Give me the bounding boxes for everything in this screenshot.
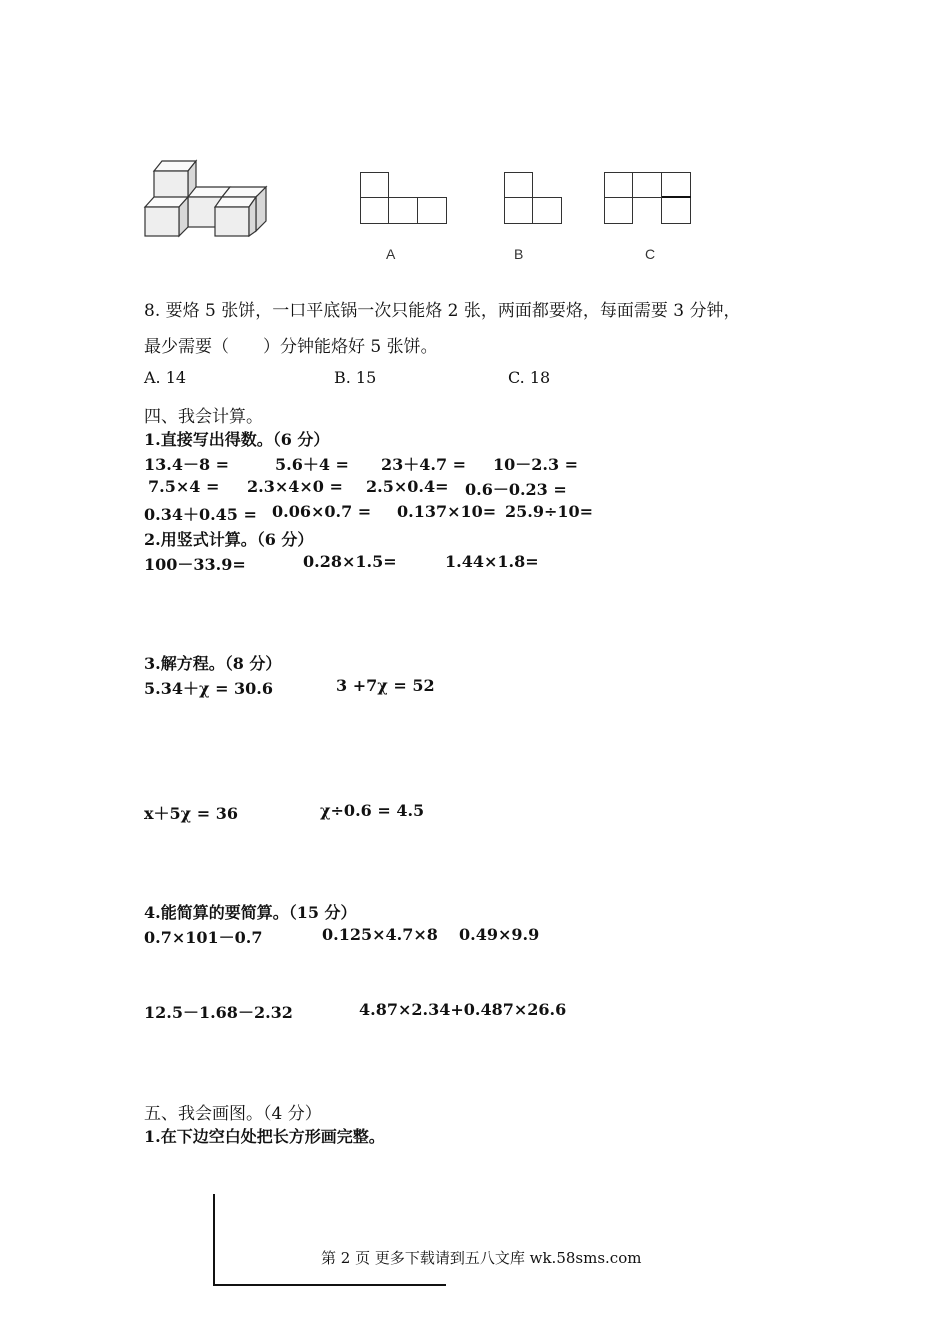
q8-text-line2: 最少需要（ ）分钟能烙好 5 张饼。: [144, 337, 438, 357]
calc-item: 0.6－0.23 =: [465, 480, 567, 499]
view-a-label: A: [386, 246, 396, 262]
calc-item: 7.5×4 =: [148, 477, 220, 496]
section5-part1-title: 1.在下边空白处把长方形画完整。: [144, 1127, 385, 1146]
calc-item: 5.6＋4 =: [275, 455, 349, 474]
calc-item: 13.4－8 =: [144, 455, 230, 474]
q8-option-c: C. 18: [508, 368, 551, 387]
part4-title: 4.能简算的要简算。（15 分）: [144, 903, 357, 922]
calc-item: 2.5×0.4=: [366, 477, 449, 496]
equation-item: x＋5χ = 36: [144, 804, 239, 823]
q8-option-b: B. 15: [334, 368, 377, 387]
section4-title: 四、我会计算。: [144, 407, 263, 427]
calc-item: 0.34＋0.45 =: [144, 505, 257, 524]
simplify-item: 0.7×101－0.7: [144, 928, 263, 947]
calc-item: 10－2.3 =: [493, 455, 579, 474]
cube-stack-figure: [140, 155, 275, 245]
section5-title: 五、我会画图。（4 分）: [144, 1104, 322, 1124]
part1-title: 1.直接写出得数。（6 分）: [144, 430, 330, 449]
view-a-diagram: [360, 172, 450, 226]
simplify-item: 12.5－1.68－2.32: [144, 1003, 293, 1022]
part3-title: 3.解方程。（8 分）: [144, 654, 282, 673]
q8-option-a: A. 14: [144, 368, 187, 387]
equation-item: χ÷0.6 = 4.5: [320, 801, 425, 820]
page-footer: 第 2 页 更多下载请到五八文库 wk.58sms.com: [321, 1249, 642, 1267]
part2-title: 2.用竖式计算。（6 分）: [144, 530, 314, 549]
view-b-diagram: [504, 172, 566, 226]
calc-item: 25.9÷10=: [505, 502, 594, 521]
simplify-item: 0.125×4.7×8: [322, 925, 438, 944]
q8-text-line1: 8. 要烙 5 张饼，一口平底锅一次只能烙 2 张，两面都要烙，每面需要 3 分钟，: [144, 301, 741, 321]
vertical-calc-item: 1.44×1.8=: [445, 552, 539, 571]
view-c-label: C: [645, 246, 656, 262]
equation-item: 3 +7χ = 52: [336, 676, 435, 695]
vertical-calc-item: 100－33.9=: [144, 555, 246, 574]
calc-item: 0.137×10=: [397, 502, 497, 521]
vertical-calc-item: 0.28×1.5=: [303, 552, 397, 571]
calc-item: 2.3×4×0 =: [247, 477, 343, 496]
view-c-diagram: [604, 172, 694, 226]
simplify-item: 0.49×9.9: [459, 925, 540, 944]
partial-rectangle-bottom-side: [213, 1284, 446, 1286]
view-b-label: B: [514, 246, 524, 262]
calc-item: 0.06×0.7 =: [272, 502, 372, 521]
simplify-item: 4.87×2.34+0.487×26.6: [359, 1000, 567, 1019]
partial-rectangle-left-side: [213, 1194, 215, 1285]
calc-item: 23＋4.7 =: [381, 455, 467, 474]
equation-item: 5.34＋χ = 30.6: [144, 679, 274, 698]
